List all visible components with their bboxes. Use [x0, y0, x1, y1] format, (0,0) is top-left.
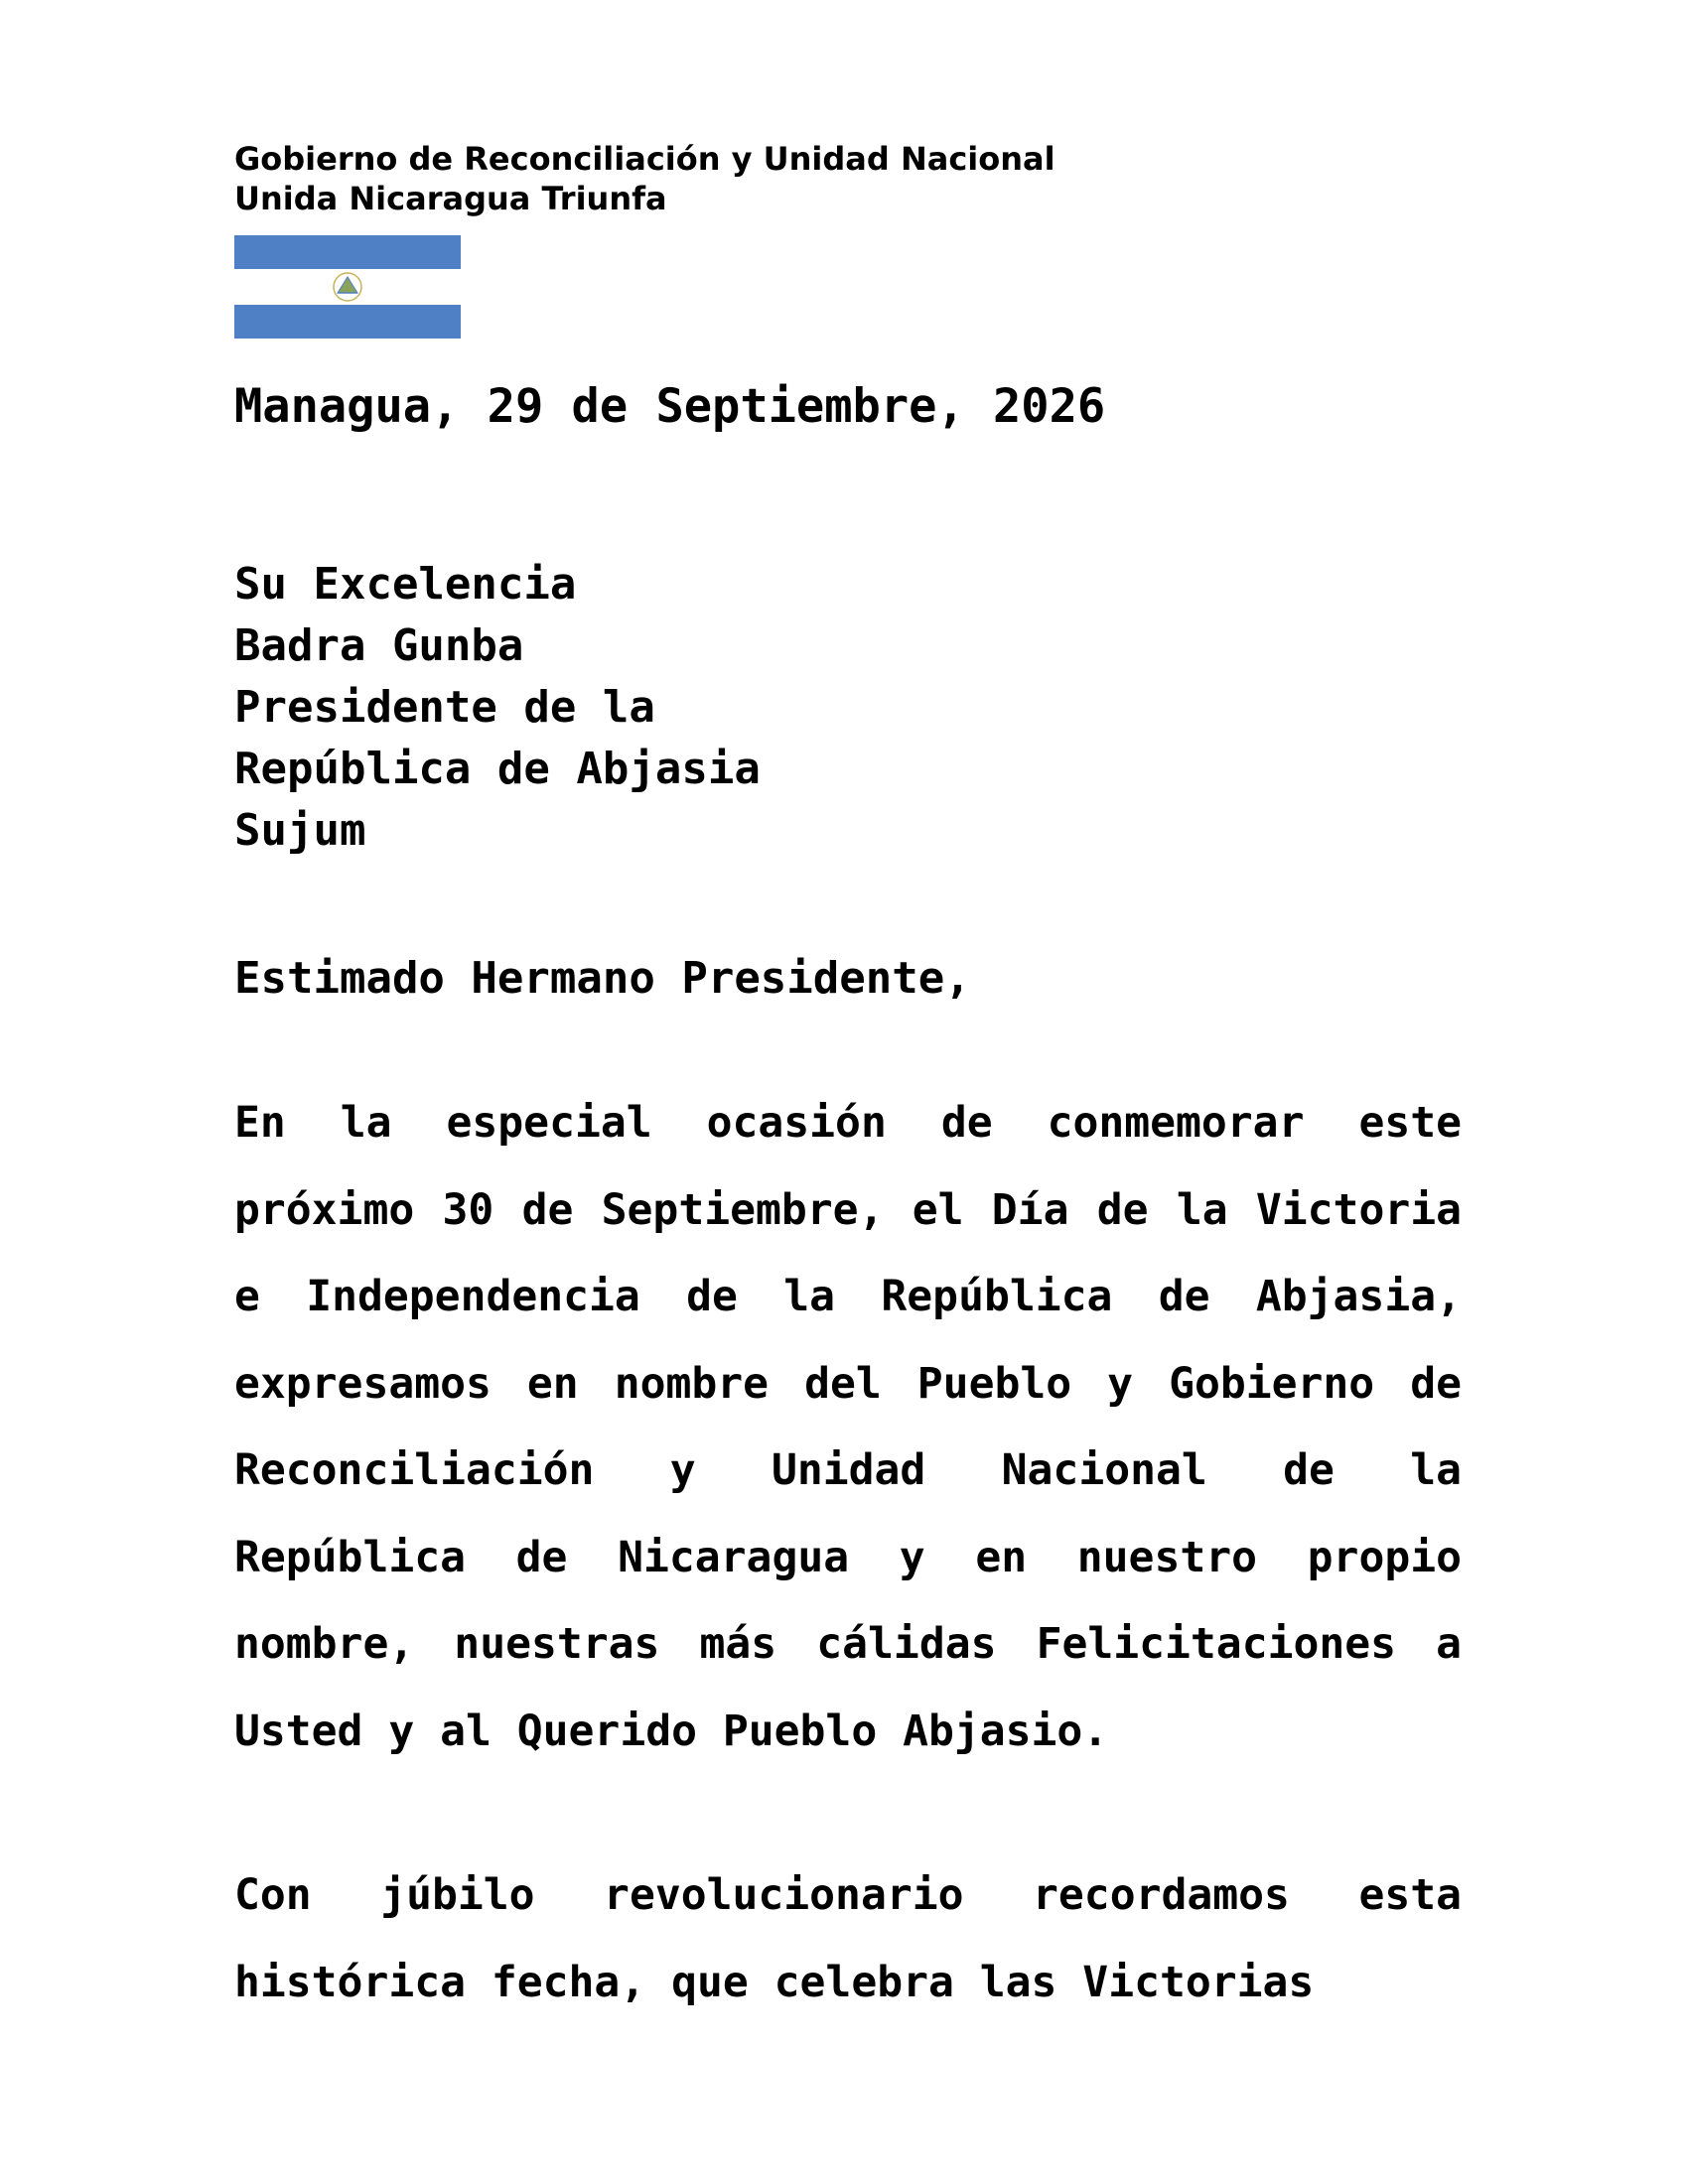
body-paragraph: En la especial ocasión de conmemorar este próximo 30 de Septiembre, el Día de la Victoria e Independencia de la República de Abjasia, expresamos en nombre del Pueblo y Gobierno de Reconciliación y Unidad Nacional de la República de Nicaragua y en nuestro propio nombre, nuestras más cálidas Felicitaciones a Usted y al Querido Pueblo Abjasio.	[234, 1098, 1462, 1756]
recipient-line: Presidente de la	[234, 682, 655, 733]
recipient-line: República de Abjasia	[234, 744, 761, 794]
body-paragraph: Con júbilo revolucionario recordamos esta histórica fecha, que celebra las Victorias	[234, 1870, 1462, 2007]
recipient-block	[234, 554, 1476, 862]
nicaragua-flag-icon	[234, 235, 461, 339]
letter-date: Managua, 29 de Septiembre, 2026	[234, 379, 1106, 434]
recipient-line: Su Excelencia	[234, 559, 577, 610]
government-slogan: Unida Nicaragua Triunfa	[234, 180, 667, 217]
government-name: Gobierno de Reconciliación y Unidad Nacional	[234, 140, 1055, 178]
salutation: Estimado Hermano Presidente,	[234, 953, 971, 1004]
recipient-line: Sujum	[234, 805, 366, 856]
recipient-line: Badra Gunba	[234, 620, 524, 671]
